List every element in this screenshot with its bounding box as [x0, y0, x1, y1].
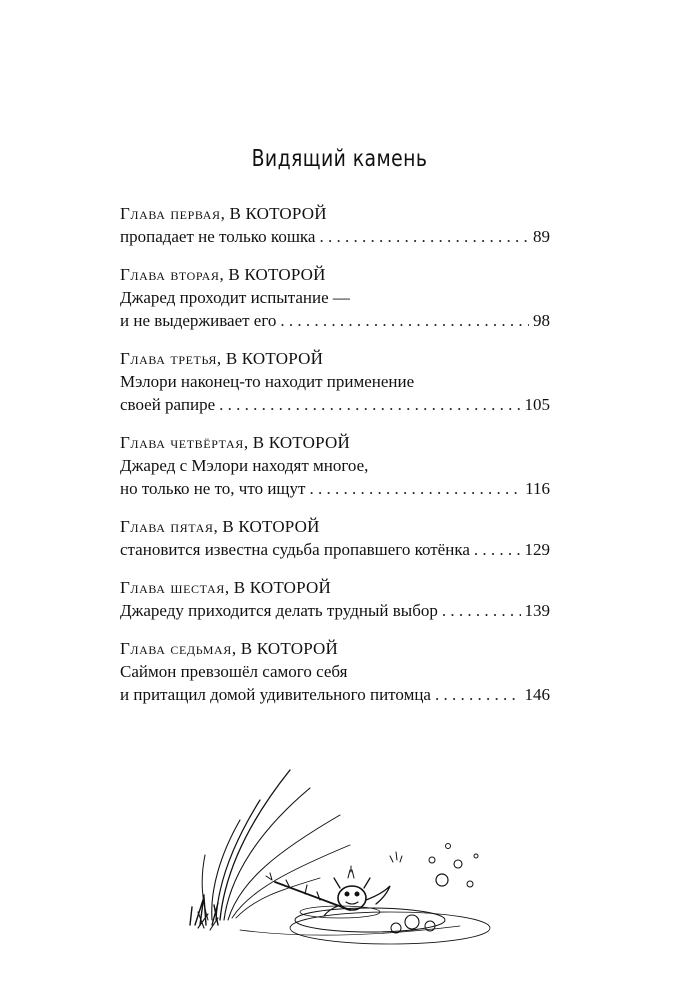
dot-leader: [280, 309, 529, 332]
toc-entry-line: [120, 599, 550, 622]
chapter-summary: своей рапире: [120, 395, 216, 414]
toc-entry[interactable]: [120, 263, 550, 332]
chapter-summary: Мэлори наконец-то находит применение: [120, 372, 415, 391]
toc-entry[interactable]: [120, 637, 550, 706]
toc-entry[interactable]: [120, 515, 550, 561]
toc-entry[interactable]: [120, 347, 550, 416]
toc-entry-line: [120, 477, 550, 500]
dot-leader: [309, 477, 521, 500]
toc-entry-line: [120, 538, 550, 561]
page-number: 139: [524, 601, 550, 620]
dot-leader: [319, 225, 529, 248]
chapter-heading: Глава четвёртая, В КОТОРОЙ: [120, 433, 350, 452]
chapter-summary: Джаред с Мэлори находят многое,: [120, 456, 369, 475]
page-number: 146: [524, 685, 550, 704]
chapter-summary: и не выдерживает его: [120, 311, 277, 330]
chapter-heading: Глава пятая, В КОТОРОЙ: [120, 517, 320, 536]
chapter-summary: пропадает не только кошка: [120, 227, 316, 246]
dot-leader: [219, 393, 520, 416]
toc-entry[interactable]: [120, 431, 550, 500]
page-title: Видящий камень: [251, 146, 428, 172]
toc-entry-line: [120, 225, 550, 248]
toc-entry[interactable]: [120, 202, 550, 248]
chapter-summary: Джаред проходит испытание —: [120, 288, 350, 307]
chapter-summary: но только не то, что ищут: [120, 479, 306, 498]
chapter-heading: Глава шестая, В КОТОРОЙ: [120, 578, 331, 597]
toc-entry-line: [120, 393, 550, 416]
chapter-summary: Саймон превзошёл самого себя: [120, 662, 348, 681]
page-number: 129: [524, 540, 550, 559]
chapter-heading: Глава вторая, В КОТОРОЙ: [120, 265, 326, 284]
table-of-contents: [120, 202, 550, 721]
toc-entry-line: [120, 683, 550, 706]
page-number: 89: [533, 227, 550, 246]
page-number: 98: [533, 311, 550, 330]
pond-creature-illustration-icon: [180, 760, 500, 950]
dot-leader: [442, 599, 521, 622]
chapter-summary: и притащил домой удивительного питомца: [120, 685, 431, 704]
dot-leader: [474, 538, 521, 561]
chapter-heading: Глава первая, В КОТОРОЙ: [120, 204, 327, 223]
dot-leader: [435, 683, 521, 706]
toc-entry-line: [120, 309, 550, 332]
chapter-heading: Глава седьмая, В КОТОРОЙ: [120, 639, 339, 658]
chapter-summary: Джареду приходится делать трудный выбор: [120, 601, 438, 620]
chapter-heading: Глава третья, В КОТОРОЙ: [120, 349, 324, 368]
page-number: 116: [525, 479, 550, 498]
toc-entry[interactable]: [120, 576, 550, 622]
page-number: 105: [524, 395, 550, 414]
chapter-summary: становится известна судьба пропавшего котёнка: [120, 540, 470, 559]
